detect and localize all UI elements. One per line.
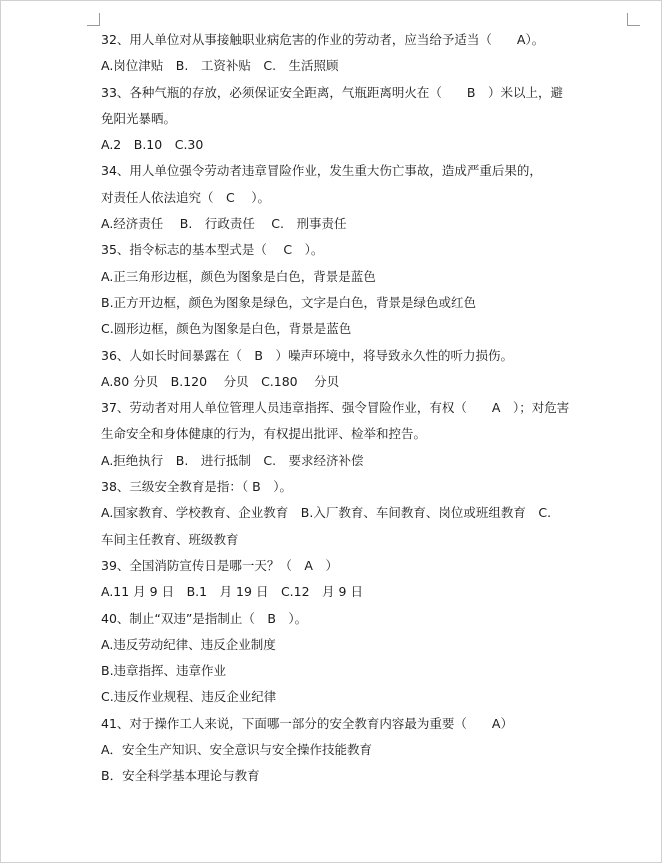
text-line: 41、对于操作工人来说，下面哪一部分的安全教育内容最为重要（ A）: [101, 715, 513, 731]
text-line: A.11 月 9 日 B.1 月 19 日 C.12 月 9 日: [101, 584, 363, 600]
text-line: A.拒绝执行 B. 进行抵制 C. 要求经济补偿: [101, 452, 364, 468]
text-line: 36、人如长时间暴露在（ B ）噪声环境中，将导致永久性的听力损伤。: [101, 347, 513, 363]
text-line: 37、劳动者对用人单位管理人员违章指挥、强令冒险作业，有权（ A ）；对危害: [101, 400, 570, 416]
text-line: A.岗位津贴 B. 工资补贴 C. 生活照顾: [101, 58, 339, 74]
text-line: 34、用人单位强令劳动者违章冒险作业，发生重大伤亡事故，造成严重后果的，: [101, 163, 542, 179]
text-line: A.2 B.10 C.30: [101, 137, 204, 153]
margin-corner-mark: [87, 13, 100, 26]
text-line: 免阳光暴晒。: [101, 110, 177, 126]
text-line: A.违反劳动纪律、违反企业制度: [101, 636, 276, 652]
text-line: 33、各种气瓶的存放，必须保证安全距离，气瓶距离明火在（ B ）米以上，避: [101, 84, 563, 100]
text-line: B.正方开边框，颜色为图象是绿色，文字是白色，背景是绿色或红色: [101, 294, 477, 310]
document-body: [101, 27, 571, 790]
text-line: A.国家教育、学校教育、企业教育 B.入厂教育、车间教育、岗位或班组教育 C.: [101, 505, 552, 521]
text-line: 39、全国消防宣传日是哪一天？（ A ）: [101, 557, 338, 573]
text-line: A．安全生产知识、安全意识与安全操作技能教育: [101, 742, 373, 758]
text-line: 35、指令标志的基本型式是（ C ）。: [101, 242, 324, 258]
text-line: C.违反作业规程、违反企业纪律: [101, 689, 277, 705]
text-line: 40、制止“双违”是指制止（ B ）。: [101, 610, 308, 626]
text-line: A.80 分贝 B.120 分贝 C.180 分贝: [101, 373, 340, 389]
text-line: 车间主任教育、班级教育: [101, 531, 239, 547]
text-line: B．安全科学基本理论与教育: [101, 768, 260, 784]
text-line: 32、用人单位对从事接触职业病危害的作业的劳动者，应当给予适当（ A）。: [101, 32, 545, 47]
text-line: 38、三级安全教育是指：（ B ）。: [101, 479, 292, 495]
text-line: B.违章指挥、违章作业: [101, 663, 227, 679]
margin-corner-mark: [627, 13, 640, 26]
text-line: 生命安全和身体健康的行为，有权提出批评、检举和控告。: [101, 426, 427, 442]
text-line: A.正三角形边框，颜色为图象是白色，背景是蓝色: [101, 268, 376, 284]
text-line: C.圆形边框，颜色为图象是白色，背景是蓝色: [101, 321, 352, 337]
text-line: 对责任人依法追究（ C ）。: [101, 189, 270, 205]
text-line: A.经济责任 B. 行政责任 C. 刑事责任: [101, 216, 347, 232]
